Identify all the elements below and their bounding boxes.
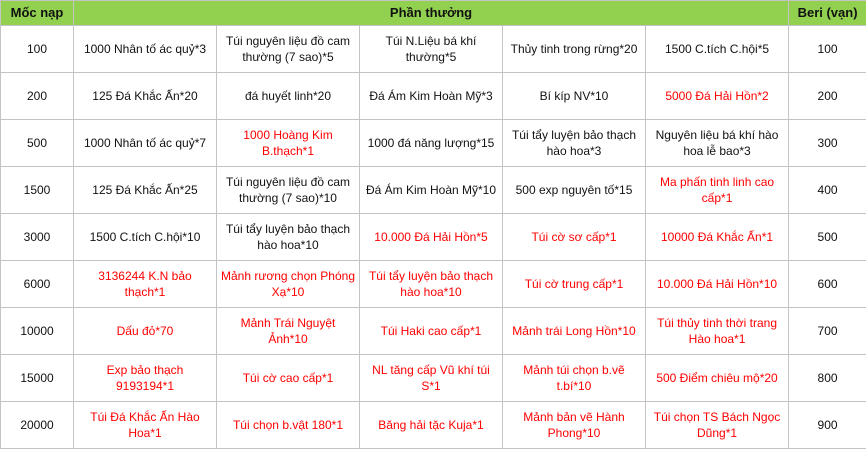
reward-cell[interactable]: 1000 Hoàng Kim B.thạch*1	[217, 120, 360, 167]
reward-cell[interactable]: 125 Đá Khắc Ấn*20	[74, 73, 217, 120]
header-row	[1, 1, 866, 26]
beri-cell[interactable]: 200	[789, 73, 866, 120]
table-row	[1, 261, 866, 308]
beri-cell[interactable]: 300	[789, 120, 866, 167]
reward-cell[interactable]: 5000 Đá Hải Hồn*2	[646, 73, 789, 120]
reward-cell[interactable]: Mảnh trái Long Hồn*10	[503, 308, 646, 355]
reward-cell[interactable]: 1000 đá năng lượng*15	[360, 120, 503, 167]
reward-cell[interactable]: Bí kíp NV*10	[503, 73, 646, 120]
reward-cell[interactable]: Túi thủy tinh thời trang Hào hoa*1	[646, 308, 789, 355]
reward-cell[interactable]: Túi cờ sơ cấp*1	[503, 214, 646, 261]
reward-cell[interactable]: đá huyết linh*20	[217, 73, 360, 120]
table-row	[1, 402, 866, 449]
beri-cell[interactable]: 600	[789, 261, 866, 308]
moc-nap-cell[interactable]: 20000	[1, 402, 74, 449]
reward-cell[interactable]: 10.000 Đá Hải Hồn*5	[360, 214, 503, 261]
reward-cell[interactable]: Ma phấn tinh linh cao cấp*1	[646, 167, 789, 214]
beri-cell[interactable]: 700	[789, 308, 866, 355]
reward-cell[interactable]: Mảnh bản vẽ Hành Phong*10	[503, 402, 646, 449]
reward-cell[interactable]: Túi cờ trung cấp*1	[503, 261, 646, 308]
reward-cell[interactable]: Túi Đá Khắc Ấn Hào Hoa*1	[74, 402, 217, 449]
reward-cell[interactable]: 3136244 K.N bảo thạch*1	[74, 261, 217, 308]
reward-cell[interactable]: NL tăng cấp Vũ khí túi S*1	[360, 355, 503, 402]
table-row	[1, 167, 866, 214]
reward-cell[interactable]: 500 Điểm chiêu mộ*20	[646, 355, 789, 402]
reward-cell[interactable]: Mảnh Trái Nguyệt Ảnh*10	[217, 308, 360, 355]
reward-cell[interactable]: Túi cờ cao cấp*1	[217, 355, 360, 402]
reward-cell[interactable]: 1000 Nhân tố ác quỷ*3	[74, 26, 217, 73]
reward-cell[interactable]: 1000 Nhân tố ác quỷ*7	[74, 120, 217, 167]
moc-nap-cell[interactable]: 6000	[1, 261, 74, 308]
reward-cell[interactable]: 500 exp nguyên tố*15	[503, 167, 646, 214]
reward-cell[interactable]: Túi N.Liệu bá khí thường*5	[360, 26, 503, 73]
reward-cell[interactable]: Túi nguyên liệu đồ cam thường (7 sao)*5	[217, 26, 360, 73]
beri-cell[interactable]: 400	[789, 167, 866, 214]
reward-cell[interactable]: 1500 C.tích C.hội*10	[74, 214, 217, 261]
reward-cell[interactable]: Băng hải tặc Kuja*1	[360, 402, 503, 449]
beri-cell[interactable]: 800	[789, 355, 866, 402]
moc-nap-cell[interactable]: 10000	[1, 308, 74, 355]
reward-cell[interactable]: Exp bảo thạch 9193194*1	[74, 355, 217, 402]
table-row	[1, 308, 866, 355]
reward-cell[interactable]: Túi tẩy luyện bảo thạch hào hoa*3	[503, 120, 646, 167]
reward-cell[interactable]: Thủy tinh trong rừng*20	[503, 26, 646, 73]
moc-nap-cell[interactable]: 15000	[1, 355, 74, 402]
moc-nap-cell[interactable]: 500	[1, 120, 74, 167]
header-beri[interactable]: Beri (vạn)	[789, 1, 866, 26]
reward-cell[interactable]: Túi tẩy luyện bảo thạch hào hoa*10	[217, 214, 360, 261]
table-row	[1, 214, 866, 261]
moc-nap-cell[interactable]: 3000	[1, 214, 74, 261]
reward-cell[interactable]: Túi nguyên liệu đồ cam thường (7 sao)*10	[217, 167, 360, 214]
beri-cell[interactable]: 500	[789, 214, 866, 261]
table-body	[1, 26, 866, 449]
table-row	[1, 120, 866, 167]
moc-nap-cell[interactable]: 200	[1, 73, 74, 120]
reward-cell[interactable]: Đá Ám Kim Hoàn Mỹ*3	[360, 73, 503, 120]
reward-cell[interactable]: Mảnh túi chọn b.vẽ t.bí*10	[503, 355, 646, 402]
reward-cell[interactable]: Đá Ám Kim Hoàn Mỹ*10	[360, 167, 503, 214]
header-phan-thuong[interactable]: Phần thưởng	[74, 1, 789, 26]
reward-cell[interactable]: Dấu đỏ*70	[74, 308, 217, 355]
reward-cell[interactable]: Túi tẩy luyện bảo thạch hào hoa*10	[360, 261, 503, 308]
reward-cell[interactable]: Túi Haki cao cấp*1	[360, 308, 503, 355]
table-row	[1, 73, 866, 120]
beri-cell[interactable]: 100	[789, 26, 866, 73]
reward-cell[interactable]: Túi chọn b.vật 180*1	[217, 402, 360, 449]
reward-cell[interactable]: Túi chọn TS Bách Ngọc Dũng*1	[646, 402, 789, 449]
reward-cell[interactable]: 10000 Đá Khắc Ấn*1	[646, 214, 789, 261]
moc-nap-cell[interactable]: 1500	[1, 167, 74, 214]
table-row	[1, 355, 866, 402]
reward-cell[interactable]: 125 Đá Khắc Ấn*25	[74, 167, 217, 214]
table-row	[1, 26, 866, 73]
moc-nap-cell[interactable]: 100	[1, 26, 74, 73]
header-moc-nap[interactable]: Mốc nạp	[1, 1, 74, 26]
reward-cell[interactable]: 10.000 Đá Hải Hồn*10	[646, 261, 789, 308]
beri-cell[interactable]: 900	[789, 402, 866, 449]
reward-cell[interactable]: Nguyên liệu bá khí hào hoa lễ bao*3	[646, 120, 789, 167]
reward-cell[interactable]: 1500 C.tích C.hội*5	[646, 26, 789, 73]
reward-cell[interactable]: Mảnh rương chọn Phóng Xạ*10	[217, 261, 360, 308]
